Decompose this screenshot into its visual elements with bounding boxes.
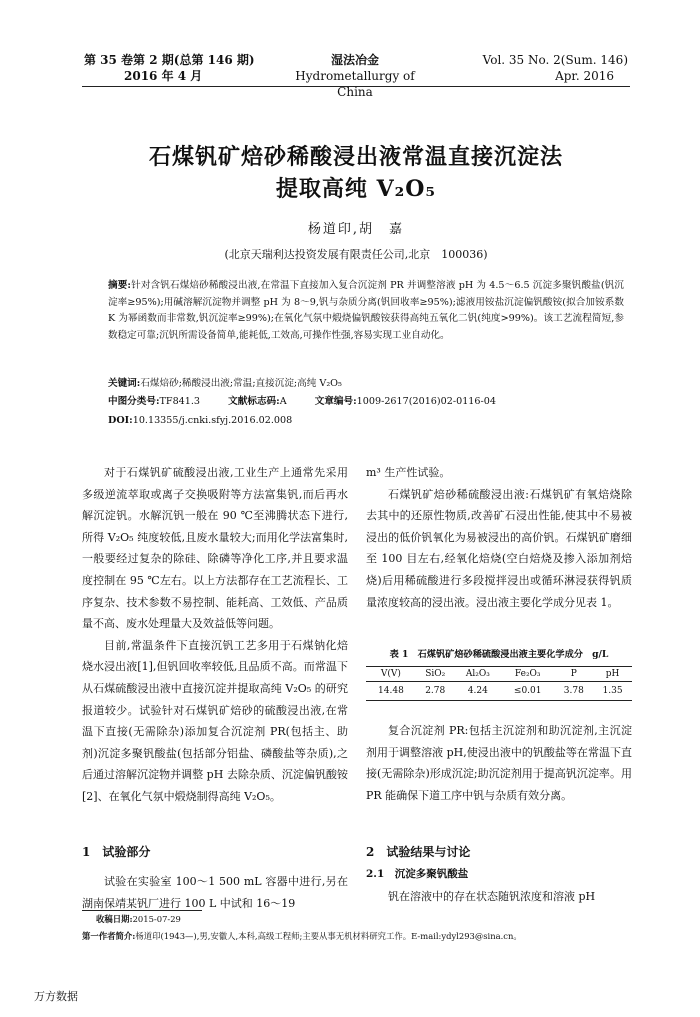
received-value: 2015-07-29 xyxy=(132,914,181,924)
first-author-label: 第一作者简介: xyxy=(82,931,136,941)
table-cell: ≤0.01 xyxy=(501,682,554,701)
section-2-1-paragraph: 钒在溶液中的存在状态随钒浓度和溶液 pH xyxy=(388,890,596,903)
table-cell: 4.24 xyxy=(455,682,501,701)
journal-name xyxy=(280,52,430,100)
paper-title-line1: 石煤钒矿焙砂稀酸浸出液常温直接沉淀法 xyxy=(148,144,563,170)
materials-paragraph-1: 石煤钒矿焙砂稀硫酸浸出液:石煤钒矿有氧焙烧除去其中的还原性物质,改善矿石浸出性能,使其中不易被浸出的低价钒氧化为易被浸出的高价钒。石煤钒矿磨细至 100 目左右,经氧化焙烧(空白焙烧及掺入添加剂焙烧)后用稀硫酸进行多段搅拌浸出或循环淋浸获得钒质量浓度较高的浸出液。浸出液主要化学成分见表 1。 xyxy=(366,487,632,609)
issue-volume-en: Vol. 35 No. 2(Sum. 146) xyxy=(482,53,628,67)
table1-header-ph: pH xyxy=(593,667,632,682)
right-column-materials xyxy=(366,462,632,613)
left-column-intro xyxy=(82,462,348,808)
first-author-value: 杨道印(1943—),男,安徽人,本科,高级工程师;主要从事无机材料研究工作。E-mail:ydyl293@sina.cn。 xyxy=(135,931,522,941)
abstract-text: 针对含钒石煤焙砂稀酸浸出液,在常温下直接加入复合沉淀剂 PR 并调整溶液 pH 为 4.5～6.5 沉淀多聚钒酸盐(钒沉淀率≥95%);用碱溶解沉淀物并调整 pH 为 8～9,钒与杂质分离(钒回收率≥95%);滤液用铵盐沉淀偏钒酸铵(拟合加铵系数 K 为幂函数而非常数,钒沉淀率≥99%);在氧化气氛中煅烧偏钒酸铵获得高纯五氧化二钒(纯度>99%)。该工艺流程简短,参数稳定可靠;沉钒所需设备简单,能耗低,工效高,可操作性强,容易实现工业自动化。 xyxy=(108,280,624,341)
section-1-paragraph: 试验在实验室 100～1 500 mL 容器中进行,另在湖南保靖某钒厂进行 100 L 中试和 16～19 xyxy=(82,875,348,910)
table-cell: 14.48 xyxy=(366,682,416,701)
doc-code-label: 文献标志码: xyxy=(228,396,280,407)
section-1-heading: 1 试验部分 xyxy=(82,845,151,859)
received-label: 收稿日期: xyxy=(96,914,133,924)
table-cell: 2.78 xyxy=(416,682,455,701)
table1-header-sio2: SiO₂ xyxy=(416,667,455,682)
intro-paragraph-2: 目前,常温条件下直接沉钒工艺多用于石煤钠化焙烧水浸出液[1],但钒回收率较低,且品质不高。而常温下从石煤硫酸浸出液中直接沉淀并提取高纯 V₂O₅ 的研究报道较少。试验针对石煤钒矿焙砂的硫酸浸出液,在常温下直接(无需除杂)添加复合沉淀剂 PR(包括主、助剂)沉淀多聚钒酸盐(包括部分铝盐、磷酸盐等杂质),之后通过溶解沉淀物并调整 pH 去除杂质、沉淀偏钒酸铵[2]、在氧化气氛中煅烧制得高纯 V₂O₅。 xyxy=(82,638,348,803)
article-number-value: 1009-2617(2016)02-0116-04 xyxy=(356,396,496,407)
article-number-label: 文章编号: xyxy=(314,396,357,407)
materials-paragraph-0: m³ 生产性试验。 xyxy=(366,466,451,479)
paper-affiliation: (北京天瑞利达投资发展有限责任公司,北京 100036) xyxy=(224,248,488,261)
table-row xyxy=(366,682,632,701)
doi-label: DOI: xyxy=(108,415,133,426)
section-2-1-heading: 2.1 沉淀多聚钒酸盐 xyxy=(366,868,469,880)
table1-header-row xyxy=(366,667,632,682)
header-divider xyxy=(82,86,630,87)
section-2-heading: 2 试验结果与讨论 xyxy=(366,845,471,859)
table1-header-p: P xyxy=(554,667,593,682)
clc-label: 中图分类号: xyxy=(108,396,160,407)
section-1-body xyxy=(82,871,348,914)
table1 xyxy=(366,666,632,701)
issue-date-en: Apr. 2016 xyxy=(555,69,614,83)
section-2-1-body xyxy=(366,886,632,908)
journal-name-en: Hydrometallurgy of China xyxy=(295,69,415,99)
paper-title-line2: 提取高纯 V₂O₅ xyxy=(275,176,437,202)
footnote-divider xyxy=(82,910,202,911)
doc-code-value: A xyxy=(279,396,287,407)
table1-header-fe2o3: Fe₂O₃ xyxy=(501,667,554,682)
clc-value: TF841.3 xyxy=(159,396,201,407)
issue-date: 2016 年 4 月 xyxy=(124,69,203,83)
issue-volume: 第 35 卷第 2 期(总第 146 期) xyxy=(84,53,255,67)
abstract-label: 摘要: xyxy=(108,280,131,291)
journal-name-cn: 湿法冶金 xyxy=(330,53,379,67)
abstract xyxy=(108,278,624,344)
journal-issue-en xyxy=(460,52,628,84)
table-cell: 3.78 xyxy=(554,682,593,701)
paper-authors: 杨道印,胡 嘉 xyxy=(307,222,405,237)
table-cell: 1.35 xyxy=(593,682,632,701)
table1-header-al2o3: Al₂O₃ xyxy=(455,667,501,682)
source-watermark: 万方数据 xyxy=(34,990,78,1003)
first-author-note xyxy=(82,930,642,943)
doi-line xyxy=(108,413,292,429)
keywords xyxy=(108,376,342,392)
journal-issue xyxy=(84,52,255,84)
table1-caption: 表 1 石煤钒矿焙砂稀硫酸浸出液主要化学成分 g/L xyxy=(389,649,609,660)
classification-line xyxy=(108,394,496,410)
keywords-text: 石煤焙砂;稀酸浸出液;常温;直接沉淀;高纯 V₂O₅ xyxy=(140,378,342,389)
doi-value: 10.13355/j.cnki.sfyj.2016.02.008 xyxy=(132,415,293,426)
table1-header-v: V(Ⅴ) xyxy=(366,667,416,682)
precipitant-paragraph: 复合沉淀剂 PR:包括主沉淀剂和助沉淀剂,主沉淀剂用于调整溶液 pH,使浸出液中的钒酸盐等在常温下直接(无需除杂)形成沉淀;助沉淀剂用于提高钒沉淀率。用 PR 能确保下道工序中钒与杂质有效分离。 xyxy=(366,724,632,802)
intro-paragraph-1: 对于石煤钒矿硫酸浸出液,工业生产上通常先采用多级逆流萃取或离子交换吸附等方法富集钒,而后再水解沉淀钒。水解沉钒一般在 90 ℃至沸腾状态下进行,所得 V₂O₅ 纯度较低,且废水量较大;而用化学法富集时,一般要经过复杂的除硅、除磷等净化工序,并且要求温度控制在 95 ℃左右。以上方法都存在工艺流程长、工序复杂、技术参数不易控制、能耗高、工效低、产品质量不高、废水处理量大及效益低等问题。 xyxy=(82,466,348,631)
received-date xyxy=(96,913,181,926)
keywords-label: 关键词: xyxy=(108,378,141,389)
right-column-precipitant xyxy=(366,720,632,806)
